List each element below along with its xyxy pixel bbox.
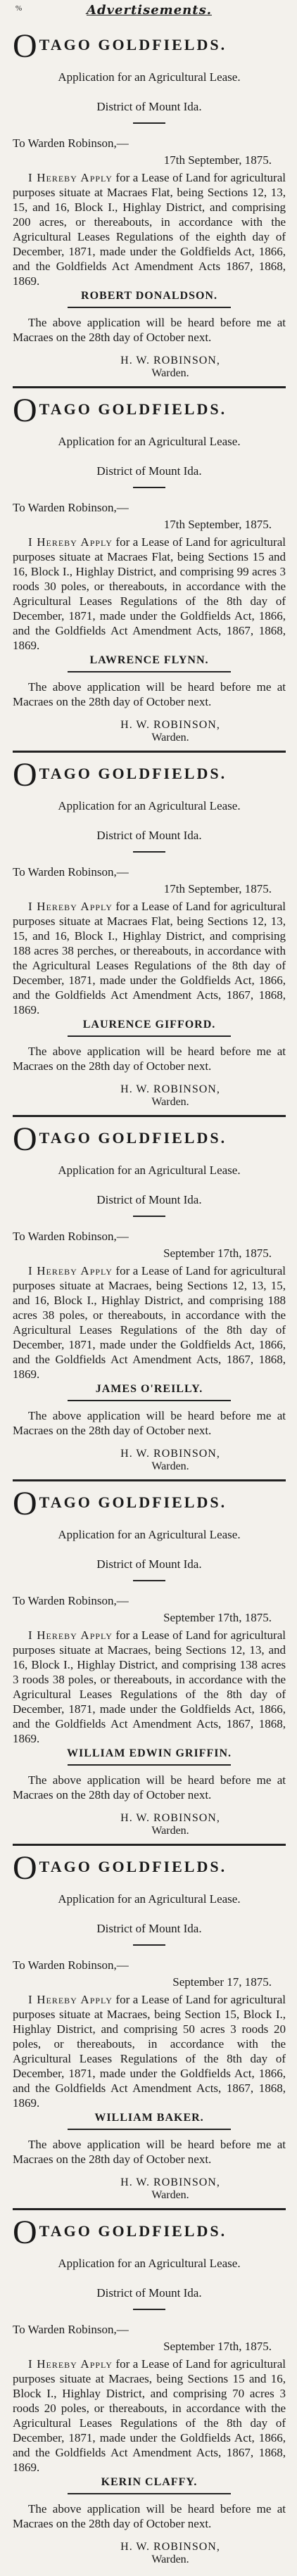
advertisement-notice: [13, 1846, 286, 2210]
notice-title-initial: O: [13, 1120, 39, 1158]
notice-title: [13, 28, 286, 63]
notice-body-text: for a Lease of Land for agricultural purposes situate at Macraes, being Sections 15 and 16, Block I., Highlay District, and comprising 70 acres 3 roods 20 poles, or thereabouts, in accordance with the Agricultural Leases Regulations of the 8th day of December, 1871, made under the Goldfields Act, 1866, and the Goldfields Act Amendment Acts, 1867, 1868, 1869.: [13, 2357, 286, 2474]
notice-title: [13, 393, 286, 428]
notice-body: [13, 1628, 286, 1746]
notice-body: [13, 1992, 286, 2110]
notice-date: September 17th, 1875.: [163, 1611, 272, 1624]
notice-body-text: for a Lease of Land for agricultural purposes situate at Macraes Flat, being Sections 15 and 16, Block I., Highlay District, and comprising 99 acres 3 roods 30 poles, or thereabouts, in accordance with the Agricultural Leases Regulations of the 8th day of December, 1871, made under the Goldfields Act, 1866, and the Goldfields Act Amendment Acts, 1867, 1868, 1869.: [13, 535, 286, 652]
notice-district: District of Mount Ida.: [96, 100, 202, 113]
short-divider: [133, 1944, 165, 1946]
notice-body-text: for a Lease of Land for agricultural purposes situate at Macraes, being Sections 12, 13, 15, and 16, Block I., Highlay District, and comprising 188 acres 38 poles, or thereabouts, in accordance with the Agricultural Leases Regulations of the 8th day of December, 1871, made under the Goldfields Act, 1866, and the Goldfields Act Amendment Acts, 1867, 1868, 1869.: [13, 1264, 286, 1381]
notice-subtitle: Application for an Agricultural Lease.: [58, 1528, 241, 1541]
notice-subtitle: Application for an Agricultural Lease.: [58, 70, 241, 84]
hearing-notice: The above application will be heard before me at Macraes on the 28th day of October next.: [13, 1045, 286, 1073]
notice-body: [13, 1263, 286, 1382]
advertisement-notice: [13, 388, 286, 753]
notice-date: 17th September, 1875.: [163, 153, 272, 167]
masthead-title: Advertisements.: [87, 3, 212, 18]
notice-district: District of Mount Ida.: [96, 1557, 202, 1571]
advertisement-notice: [13, 2210, 286, 2575]
warden-signature: H. W. ROBINSON,: [120, 2176, 220, 2188]
notice-salutation: To Warden Robinson,—: [13, 136, 129, 150]
applicant-name: LAWRENCE FLYNN.: [89, 654, 209, 666]
advertisement-notice: [13, 753, 286, 1117]
notice-date: 17th September, 1875.: [163, 882, 272, 895]
warden-signature: H. W. ROBINSON,: [120, 2541, 220, 2553]
notice-title: [13, 2214, 286, 2250]
notice-lead: I Hereby Apply: [28, 2357, 113, 2371]
notice-subtitle: Application for an Agricultural Lease.: [58, 2257, 241, 2270]
hearing-notice: The above application will be heard before me at Macraes on the 28th day of October next.: [13, 1409, 286, 1437]
short-divider: [133, 1216, 165, 1217]
notice-lead: I Hereby Apply: [28, 535, 113, 549]
notice-subtitle: Application for an Agricultural Lease.: [58, 1892, 241, 1906]
notice-lead: I Hereby Apply: [28, 900, 113, 913]
hearing-notice: The above application will be heard before me at Macraes on the 28th day of October next.: [13, 2138, 286, 2166]
notice-body: [13, 535, 286, 653]
applicant-name: JAMES O'REILLY.: [95, 1383, 203, 1395]
notice-date: September 17th, 1875.: [163, 1246, 272, 1260]
hearing-notice: The above application will be heard before me at Macraes on the 28th day of October next.: [13, 1773, 286, 1802]
notice-title-rest: TAGO GOLDFIELDS.: [39, 1129, 227, 1147]
warden-title: Warden.: [151, 1096, 189, 1108]
warden-title: Warden.: [151, 367, 189, 379]
applicant-name: KERIN CLAFFY.: [101, 2476, 198, 2488]
warden-signature: H. W. ROBINSON,: [120, 1812, 220, 1824]
warden-signature: H. W. ROBINSON,: [120, 355, 220, 366]
divider-rule: [68, 1764, 232, 1766]
notice-title-initial: O: [13, 391, 39, 429]
notice-title-initial: O: [13, 755, 39, 793]
notice-subtitle: Application for an Agricultural Lease.: [58, 799, 241, 812]
notice-title-rest: TAGO GOLDFIELDS.: [39, 765, 227, 782]
notice-title-rest: TAGO GOLDFIELDS.: [39, 36, 227, 53]
hearing-notice: The above application will be heard before me at Macraes on the 28th day of October next.: [13, 316, 286, 344]
notice-date: September 17th, 1875.: [163, 2340, 272, 2353]
warden-title: Warden.: [151, 732, 189, 744]
notice-title: [13, 1121, 286, 1156]
notice-title-rest: TAGO GOLDFIELDS.: [39, 2222, 227, 2240]
notice-title: [13, 1850, 286, 1885]
notice-district: District of Mount Ida.: [96, 1193, 202, 1206]
notice-body-text: for a Lease of Land for agricultural purposes situate at Macraes, being Sections 12, 13, and 16, Block I., Highlay District, and comprising 138 acres 3 roods 38 poles, or thereabouts, in accordance with the Agricultural Leases Regulations of the 8th day of December, 1871, made under the Goldfields Act, 1866, and the Goldfields Act Amendment Acts, 1867, 1868, 1869.: [13, 1628, 286, 1745]
notice-district: District of Mount Ida.: [96, 464, 202, 478]
hearing-notice: The above application will be heard before me at Macraes on the 28th day of October next.: [13, 2502, 286, 2530]
notice-date: 17th September, 1875.: [163, 518, 272, 531]
divider-rule: [68, 307, 232, 308]
short-divider: [133, 2309, 165, 2310]
notice-lead: I Hereby Apply: [28, 1993, 113, 2006]
notice-date: September 17, 1875.: [172, 1975, 272, 1989]
notice-body: [13, 170, 286, 288]
applicant-name: ROBERT DONALDSON.: [81, 290, 217, 302]
notice-body: [13, 899, 286, 1017]
applicant-name: LAURENCE GIFFORD.: [82, 1019, 216, 1031]
divider-rule: [68, 2493, 232, 2494]
notice-title-rest: TAGO GOLDFIELDS.: [39, 1493, 227, 1511]
notice-district: District of Mount Ida.: [96, 1922, 202, 1935]
notice-district: District of Mount Ida.: [96, 829, 202, 842]
applicant-name: WILLIAM BAKER.: [94, 2112, 204, 2124]
hearing-notice: The above application will be heard before me at Macraes on the 28th day of October next.: [13, 680, 286, 708]
warden-title: Warden.: [151, 2189, 189, 2201]
warden-title: Warden.: [151, 2553, 189, 2565]
notice-title: [13, 757, 286, 792]
masthead: [13, 3, 286, 24]
masthead-corner-mark: %: [15, 4, 23, 13]
notice-lead: I Hereby Apply: [28, 1264, 113, 1277]
warden-signature: H. W. ROBINSON,: [120, 1083, 220, 1095]
short-divider: [133, 1580, 165, 1581]
notice-body-text: for a Lease of Land for agricultural purposes situate at Macraes Flat, being Sections 12, 13, 15, and 16, Block I., Highlay District, and comprising 188 acres 38 perches, or thereabouts, in accordance with the Agricultural Leases Regulations of the 8th day of December, 1871, made under the Goldfields Act, 1866, and the Goldfields Act Amendment Acts, 1867, 1868, 1869.: [13, 900, 286, 1016]
notice-salutation: To Warden Robinson,—: [13, 1958, 129, 1972]
notice-subtitle: Application for an Agricultural Lease.: [58, 435, 241, 448]
notice-salutation: To Warden Robinson,—: [13, 1594, 129, 1607]
divider-rule: [68, 1035, 232, 1037]
warden-title: Warden.: [151, 1825, 189, 1837]
notice-salutation: To Warden Robinson,—: [13, 865, 129, 879]
notice-body-text: for a Lease of Land for agricultural purposes situate at Macraes, being Section 15, Block I., Highlay District, and comprising 50 acres 3 roods 20 poles, or thereabouts, in accordance with the Agricultural Leases Regulations of the 8th day of December, 1871, made under the Goldfields Act, 1866, and the Goldfields Act Amendment Acts, 1867, 1868, 1869.: [13, 1993, 286, 2110]
notice-subtitle: Application for an Agricultural Lease.: [58, 1163, 241, 1177]
advertisement-notice: [13, 1481, 286, 1846]
notice-salutation: To Warden Robinson,—: [13, 501, 129, 514]
notice-title-rest: TAGO GOLDFIELDS.: [39, 400, 227, 418]
notice-title: [13, 1486, 286, 1521]
warden-signature: H. W. ROBINSON,: [120, 1448, 220, 1460]
short-divider: [133, 122, 165, 124]
notice-title-initial: O: [13, 2213, 39, 2251]
notice-title-rest: TAGO GOLDFIELDS.: [39, 1858, 227, 1875]
notice-body: [13, 2357, 286, 2475]
notice-body-text: for a Lease of Land for agricultural purposes situate at Macraes Flat, being Sections 12, 13, 15, and 16, Block I., Highlay District, and comprising 200 acres, or thereabouts, in accordance with the Agricultural Leases Regulations of the eighth day of December, 1871, made under the Goldfields Act, 1866, and the Goldfields Act Amendment Acts 1867, 1868, 1869.: [13, 171, 286, 288]
divider-rule: [68, 1400, 232, 1401]
short-divider: [133, 487, 165, 488]
notice-title-initial: O: [13, 1484, 39, 1522]
notices-column: [13, 24, 286, 2575]
notice-district: District of Mount Ida.: [96, 2286, 202, 2300]
notice-lead: I Hereby Apply: [28, 171, 113, 184]
warden-signature: H. W. ROBINSON,: [120, 719, 220, 731]
short-divider: [133, 851, 165, 853]
notice-title-initial: O: [13, 27, 39, 65]
advertisement-notice: [13, 24, 286, 388]
notice-salutation: To Warden Robinson,—: [13, 1230, 129, 1243]
warden-title: Warden.: [151, 1460, 189, 1472]
notice-salutation: To Warden Robinson,—: [13, 2323, 129, 2336]
notice-title-initial: O: [13, 1849, 39, 1887]
divider-rule: [68, 2129, 232, 2130]
advertisement-notice: [13, 1117, 286, 1481]
divider-rule: [68, 671, 232, 672]
applicant-name: WILLIAM EDWIN GRIFFIN.: [66, 1747, 232, 1759]
notice-lead: I Hereby Apply: [28, 1628, 113, 1642]
